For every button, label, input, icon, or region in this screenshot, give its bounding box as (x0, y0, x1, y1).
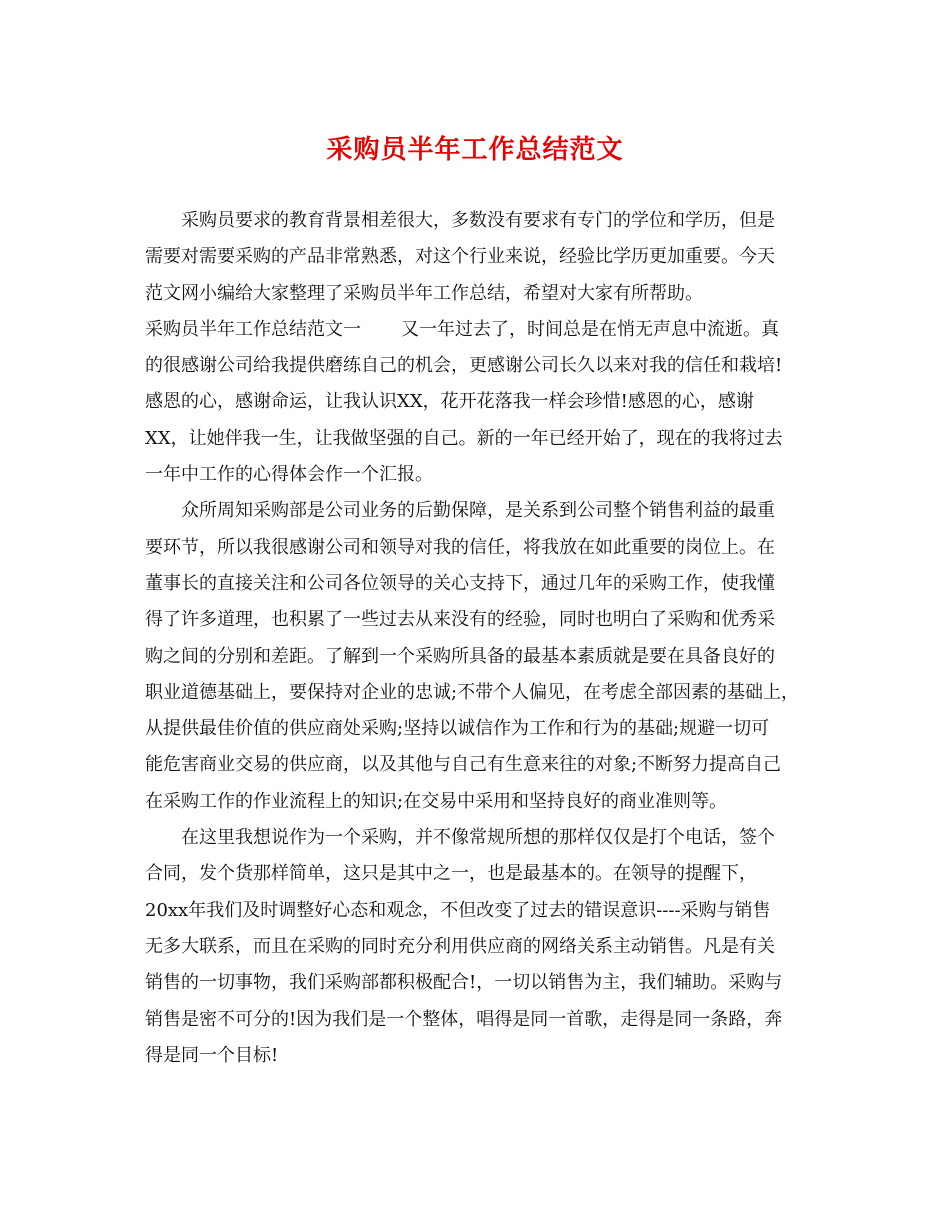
text-line: 销售是密不可分的!因为我们是一个整体，唱得是同一首歌，走得是同一条路，奔 (145, 1008, 783, 1030)
text-line: 在这里我想说作为一个采购，并不像常规所想的那样仅仅是打个电话，签个 (181, 827, 775, 849)
text-line: 众所周知采购部是公司业务的后勤保障，是关系到公司整个销售利益的最重 (181, 500, 775, 522)
text-line: 需要对需要采购的产品非常熟悉，对这个行业来说，经验比学历更加重要。今天 (145, 246, 775, 268)
text-line: 合同，发个货那样简单，这只是其中之一，也是最基本的。在领导的提醒下， (145, 863, 757, 885)
text-line: 范文网小编给大家整理了采购员半年工作总结，希望对大家有所帮助。 (145, 282, 703, 304)
text-line: 的很感谢公司给我提供磨练自己的机会，更感谢公司长久以来对我的信任和栽培! (145, 355, 783, 377)
text-line: 无多大联系，而且在采购的同时充分利用供应商的网络关系主动销售。凡是有关 (145, 935, 775, 957)
text-line: 20xx年我们及时调整好心态和观念，不但改变了过去的错误意识----采购与销售 (145, 899, 771, 921)
text-line: 得了许多道理，也积累了一些过去从来没有的经验，同时也明白了采购和优秀采 (145, 609, 775, 631)
text-line: 从提供最佳价值的供应商处采购;坚持以诚信作为工作和行为的基础;规避一切可 (145, 718, 770, 740)
text-line: 采购员要求的教育背景相差很大，多数没有要求有专门的学位和学历，但是 (181, 210, 775, 231)
document-title: 采购员半年工作总结范文 (326, 135, 624, 165)
text-line: 董事长的直接关注和公司各位领导的关心支持下，通过几年的采购工作，使我懂 (145, 572, 775, 594)
section-heading: 采购员半年工作总结范文一 (145, 318, 361, 340)
text-line: 在采购工作的作业流程上的知识;在交易中采用和坚持良好的商业准则等。 (145, 790, 728, 812)
text-line-with-heading (145, 312, 813, 348)
document-body (145, 203, 813, 1074)
text-line: 得是同一个目标! (145, 1044, 279, 1066)
text-line: 一年中工作的心得体会作一个汇报。 (145, 464, 433, 486)
text-line: 销售的一切事物，我们采购部都积极配合!，一切以销售为主，我们辅助。采购与 (145, 972, 783, 994)
text-line: 能危害商业交易的供应商，以及其他与自己有生意来往的对象;不断努力提高自己 (145, 754, 782, 776)
text-line: XX，让她伴我一生，让我做坚强的自己。新的一年已经开始了，现在的我将过去 (145, 427, 783, 449)
text-line: 感恩的心，感谢命运，让我认识XX，花开花落我一样会珍惜!感恩的心，感谢 (145, 391, 754, 413)
text-segment: 又一年过去了，时间总是在悄无声息中流逝。真 (401, 318, 779, 340)
text-line: 购之间的分别和差距。了解到一个采购所具备的最基本素质就是要在具备良好的 (145, 645, 775, 667)
text-line: 职业道德基础上，要保持对企业的忠诚;不带个人偏见，在考虑全部因素的基础上， (145, 681, 800, 703)
text-line: 要环节，所以我很感谢公司和领导对我的信任，将我放在如此重要的岗位上。在 (145, 536, 775, 558)
